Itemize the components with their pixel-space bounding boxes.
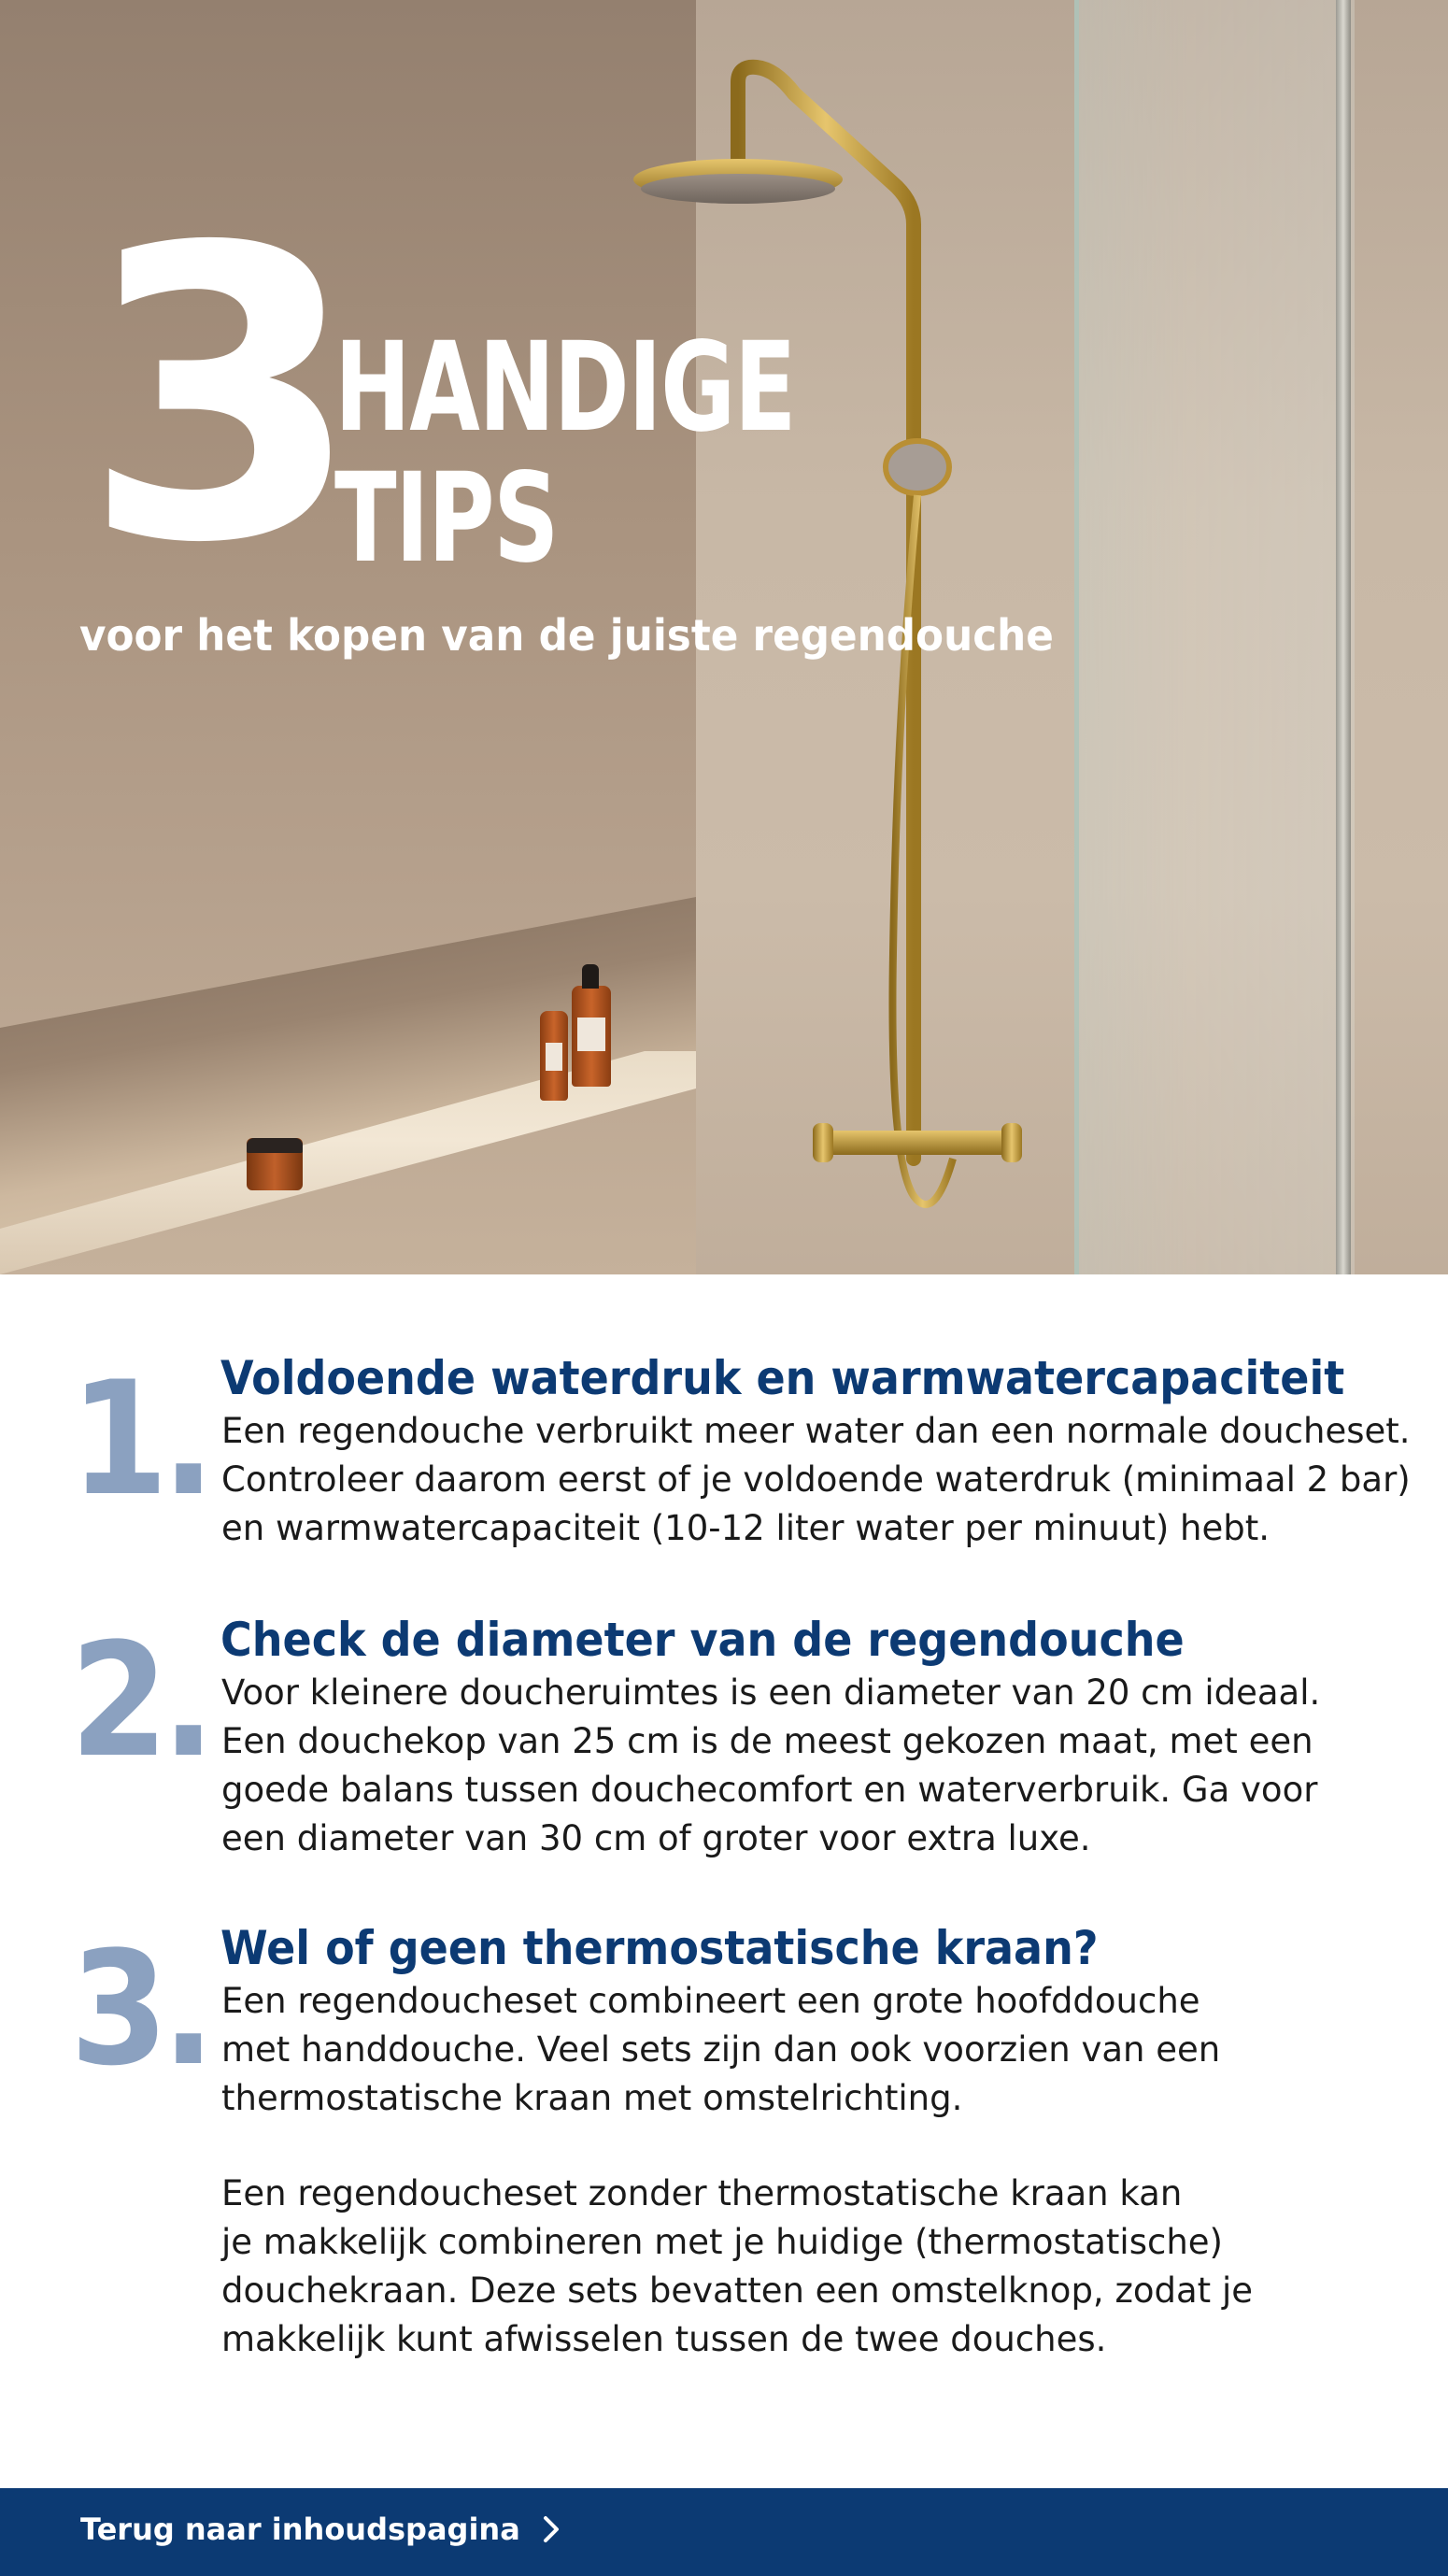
chevron-right-icon: [541, 2512, 563, 2546]
jar: [247, 1138, 303, 1190]
footer-bar: [0, 2488, 1448, 2576]
hero-title: [334, 316, 796, 591]
tip-heading: Check de diameter van de regendouche: [220, 1613, 1185, 1667]
hero-title-line-1: HANDIGE: [334, 316, 796, 460]
back-to-contents-link[interactable]: [80, 2509, 563, 2550]
bottle: [540, 1011, 568, 1101]
glass-frame: [1336, 0, 1351, 1274]
bottle: [572, 986, 611, 1087]
tip-heading: Voldoende waterdruk en warmwatercapaciteit: [220, 1351, 1345, 1405]
back-to-contents-label: Terug naar inhoudspagina: [80, 2512, 520, 2547]
tip-body-secondary: Een regendoucheset zonder thermostatische kraan kan je makkelijk combineren met je huidige (thermostatische) douchekraan. Deze sets bevatten een omstelknop, zodat je makkelijk kunt afwisselen tussen de twee douches.: [221, 2173, 1253, 2359]
bottle-dropper: [582, 964, 599, 989]
hero-image: [0, 0, 1448, 1274]
tip-body: Een regendouche verbruikt meer water dan een normale doucheset. Controleer daarom eerst of je voldoende waterdruk (minimaal 2 bar) en warmwatercapaciteit (10-12 liter water per minuut) hebt.: [221, 1411, 1411, 1548]
tip-number: 2.: [70, 1609, 209, 1792]
tip-number: 1.: [70, 1347, 209, 1530]
hero-big-number: 3: [82, 164, 353, 631]
hero-title-line-2: TIPS: [334, 447, 558, 591]
tip-number: 3.: [70, 1917, 209, 2100]
tip-heading: Wel of geen thermostatische kraan?: [220, 1921, 1099, 1975]
hero-subtitle: voor het kopen van de juiste regendouche: [79, 610, 1054, 661]
tip-body: Voor kleinere doucheruimtes is een diameter van 20 cm ideaal. Een douchekop van 25 cm is de meest gekozen maat, met een goede balans tussen douchecomfort en waterverbruik. Ga voor een diameter van 30 cm of groter voor extra luxe.: [221, 1672, 1321, 1858]
tip-body: Een regendoucheset combineert een grote hoofddouche met handdouche. Veel sets zijn dan ook voorzien van een thermostatische kraan met omstelrichting.: [221, 1981, 1221, 2118]
